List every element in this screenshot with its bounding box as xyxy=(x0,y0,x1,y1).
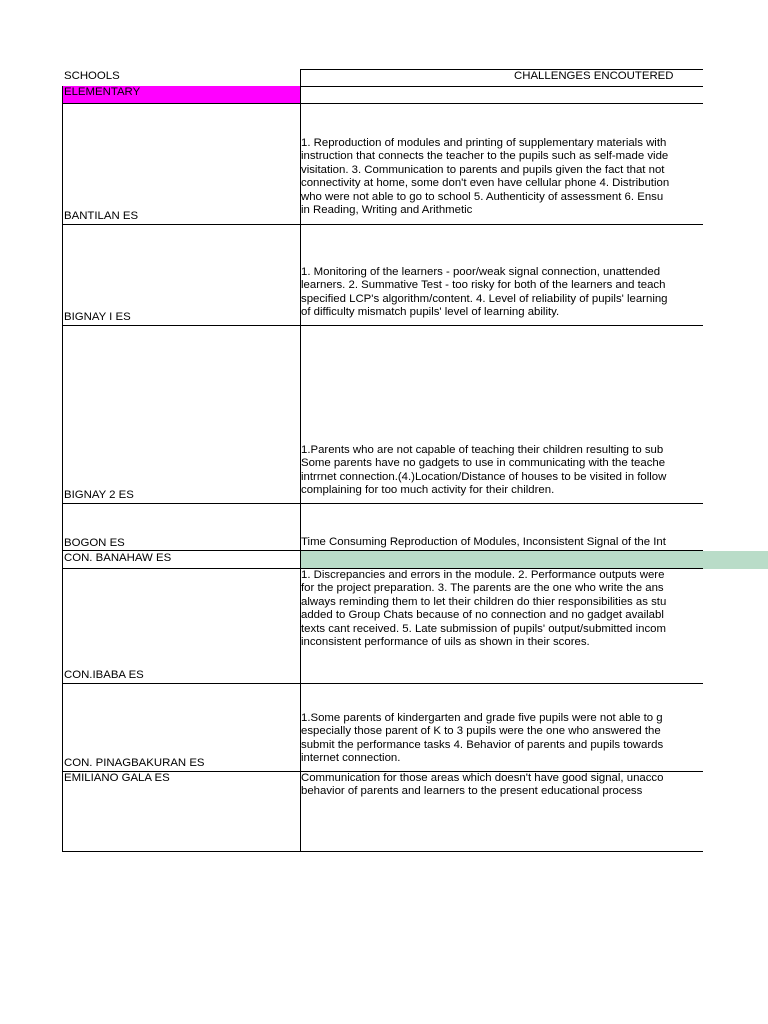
challenge-line: 1. Discrepancies and errors in the module. 2. Performance outputs were xyxy=(301,569,665,581)
challenge-line: 1.Some parents of kindergarten and grade five pupils were not able to g xyxy=(301,712,663,724)
header-challenges: CHALLENGES ENCOUTERED xyxy=(514,70,674,82)
challenge-line: for the project preparation. 3. The parents are the one who write the ans xyxy=(301,582,664,595)
challenge-line: submit the performance tasks 4. Behavior of parents and pupils towards xyxy=(301,738,664,751)
challenge-line: learners. 2. Summative Test - too risky for both of the learners and teach xyxy=(301,279,666,292)
challenge-line: always reminding them to let their children do thier responsibilities as stu xyxy=(301,595,667,608)
school-emiliano-gala-es: EMILIANO GALA ES xyxy=(64,772,170,784)
school-bogon-es: BOGON ES xyxy=(64,536,125,549)
challenge-line: Some parents have no gadgets to use in communicating with the teache xyxy=(301,457,666,470)
challenge-line: complaining for too much activity for their children. xyxy=(301,484,555,497)
grid-line-row xyxy=(62,568,703,569)
challenge-line: inconsistent performance of uils as shown in their scores. xyxy=(301,636,590,649)
school-bignay-i-es: BIGNAY I ES xyxy=(64,310,131,323)
grid-line-header-bottom xyxy=(300,86,703,87)
challenges-emiliano-gala-es xyxy=(301,772,703,799)
con-banahaw-highlight xyxy=(301,551,703,568)
challenges-bignay-2-es xyxy=(301,444,703,498)
challenges-con-ibaba-es xyxy=(301,569,703,649)
challenge-line: internet connection. xyxy=(301,752,401,765)
challenge-line: especially those parent of K to 3 pupils were the one who answered the xyxy=(301,725,661,738)
challenge-line: 1. Reproduction of modules and printing of supplementary materials with xyxy=(301,137,667,149)
grid-line-header-top xyxy=(300,69,703,70)
challenge-line: Time Consuming Reproduction of Modules, Inconsistent Signal of the Int xyxy=(301,536,666,548)
grid-line-middle xyxy=(300,69,301,851)
challenge-line: behavior of parents and learners to the present educational process xyxy=(301,785,643,798)
challenge-line: 1. Monitoring of the learners - poor/weak signal connection, unattended xyxy=(301,266,661,278)
challenges-bignay-i-es xyxy=(301,266,703,320)
challenge-line: instruction that connects the teacher to the pupils such as self-made vide xyxy=(301,150,669,163)
challenge-line: added to Group Chats because of no connection and no gadget availabl xyxy=(301,609,664,622)
challenge-line: intrrnet connection.(4.)Location/Distance of houses to be visited in follow xyxy=(301,470,667,483)
grid-line-row xyxy=(62,550,703,551)
school-con-pinagbakuran-es: CON. PINAGBAKURAN ES xyxy=(64,756,205,769)
challenge-line: who were not able to go to school 5. Authenticity of assessment 6. Ensu xyxy=(301,190,664,203)
section-elementary: ELEMENTARY xyxy=(64,86,141,98)
challenge-line: of difficulty mismatch pupils' level of learning ability. xyxy=(301,306,560,319)
grid-line-left xyxy=(62,86,63,851)
challenge-line: Communication for those areas which doesn't have good signal, unacco xyxy=(301,772,664,784)
grid-line-bottom xyxy=(62,851,703,852)
challenge-line: visitation. 3. Communication to parents and pupils given the fact that not xyxy=(301,163,665,176)
school-bantilan-es: BANTILAN ES xyxy=(64,209,139,222)
challenge-line: connectivity at home, some don't even have cellular phone 4. Distribution xyxy=(301,177,670,190)
con-banahaw-highlight-overflow xyxy=(703,551,768,569)
grid-line-row xyxy=(62,683,703,684)
grid-line-row xyxy=(62,771,703,772)
challenges-con-pinagbakuran-es xyxy=(301,712,703,766)
challenge-line: 1.Parents who are not capable of teaching their children resulting to sub xyxy=(301,444,664,456)
challenge-line: texts cant received. 5. Late submission of pupils' output/submitted incom xyxy=(301,622,666,635)
school-bignay-2-es: BIGNAY 2 ES xyxy=(64,488,134,501)
challenges-bantilan-es xyxy=(301,137,703,217)
grid-line-row xyxy=(62,103,703,104)
grid-line-row xyxy=(62,224,703,225)
challenges-bogon-es xyxy=(301,536,703,549)
challenge-line: specified LCP's algorithm/content. 4. Level of reliability of pupils' learning xyxy=(301,292,668,305)
challenge-line: in Reading, Writing and Arithmetic xyxy=(301,204,473,217)
grid-line-row xyxy=(62,325,703,326)
school-con-banahaw-es: CON. BANAHAW ES xyxy=(64,552,172,564)
school-con-ibaba-es: CON.IBABA ES xyxy=(64,668,144,681)
header-schools: SCHOOLS xyxy=(64,70,120,82)
grid-line-row xyxy=(62,503,703,504)
